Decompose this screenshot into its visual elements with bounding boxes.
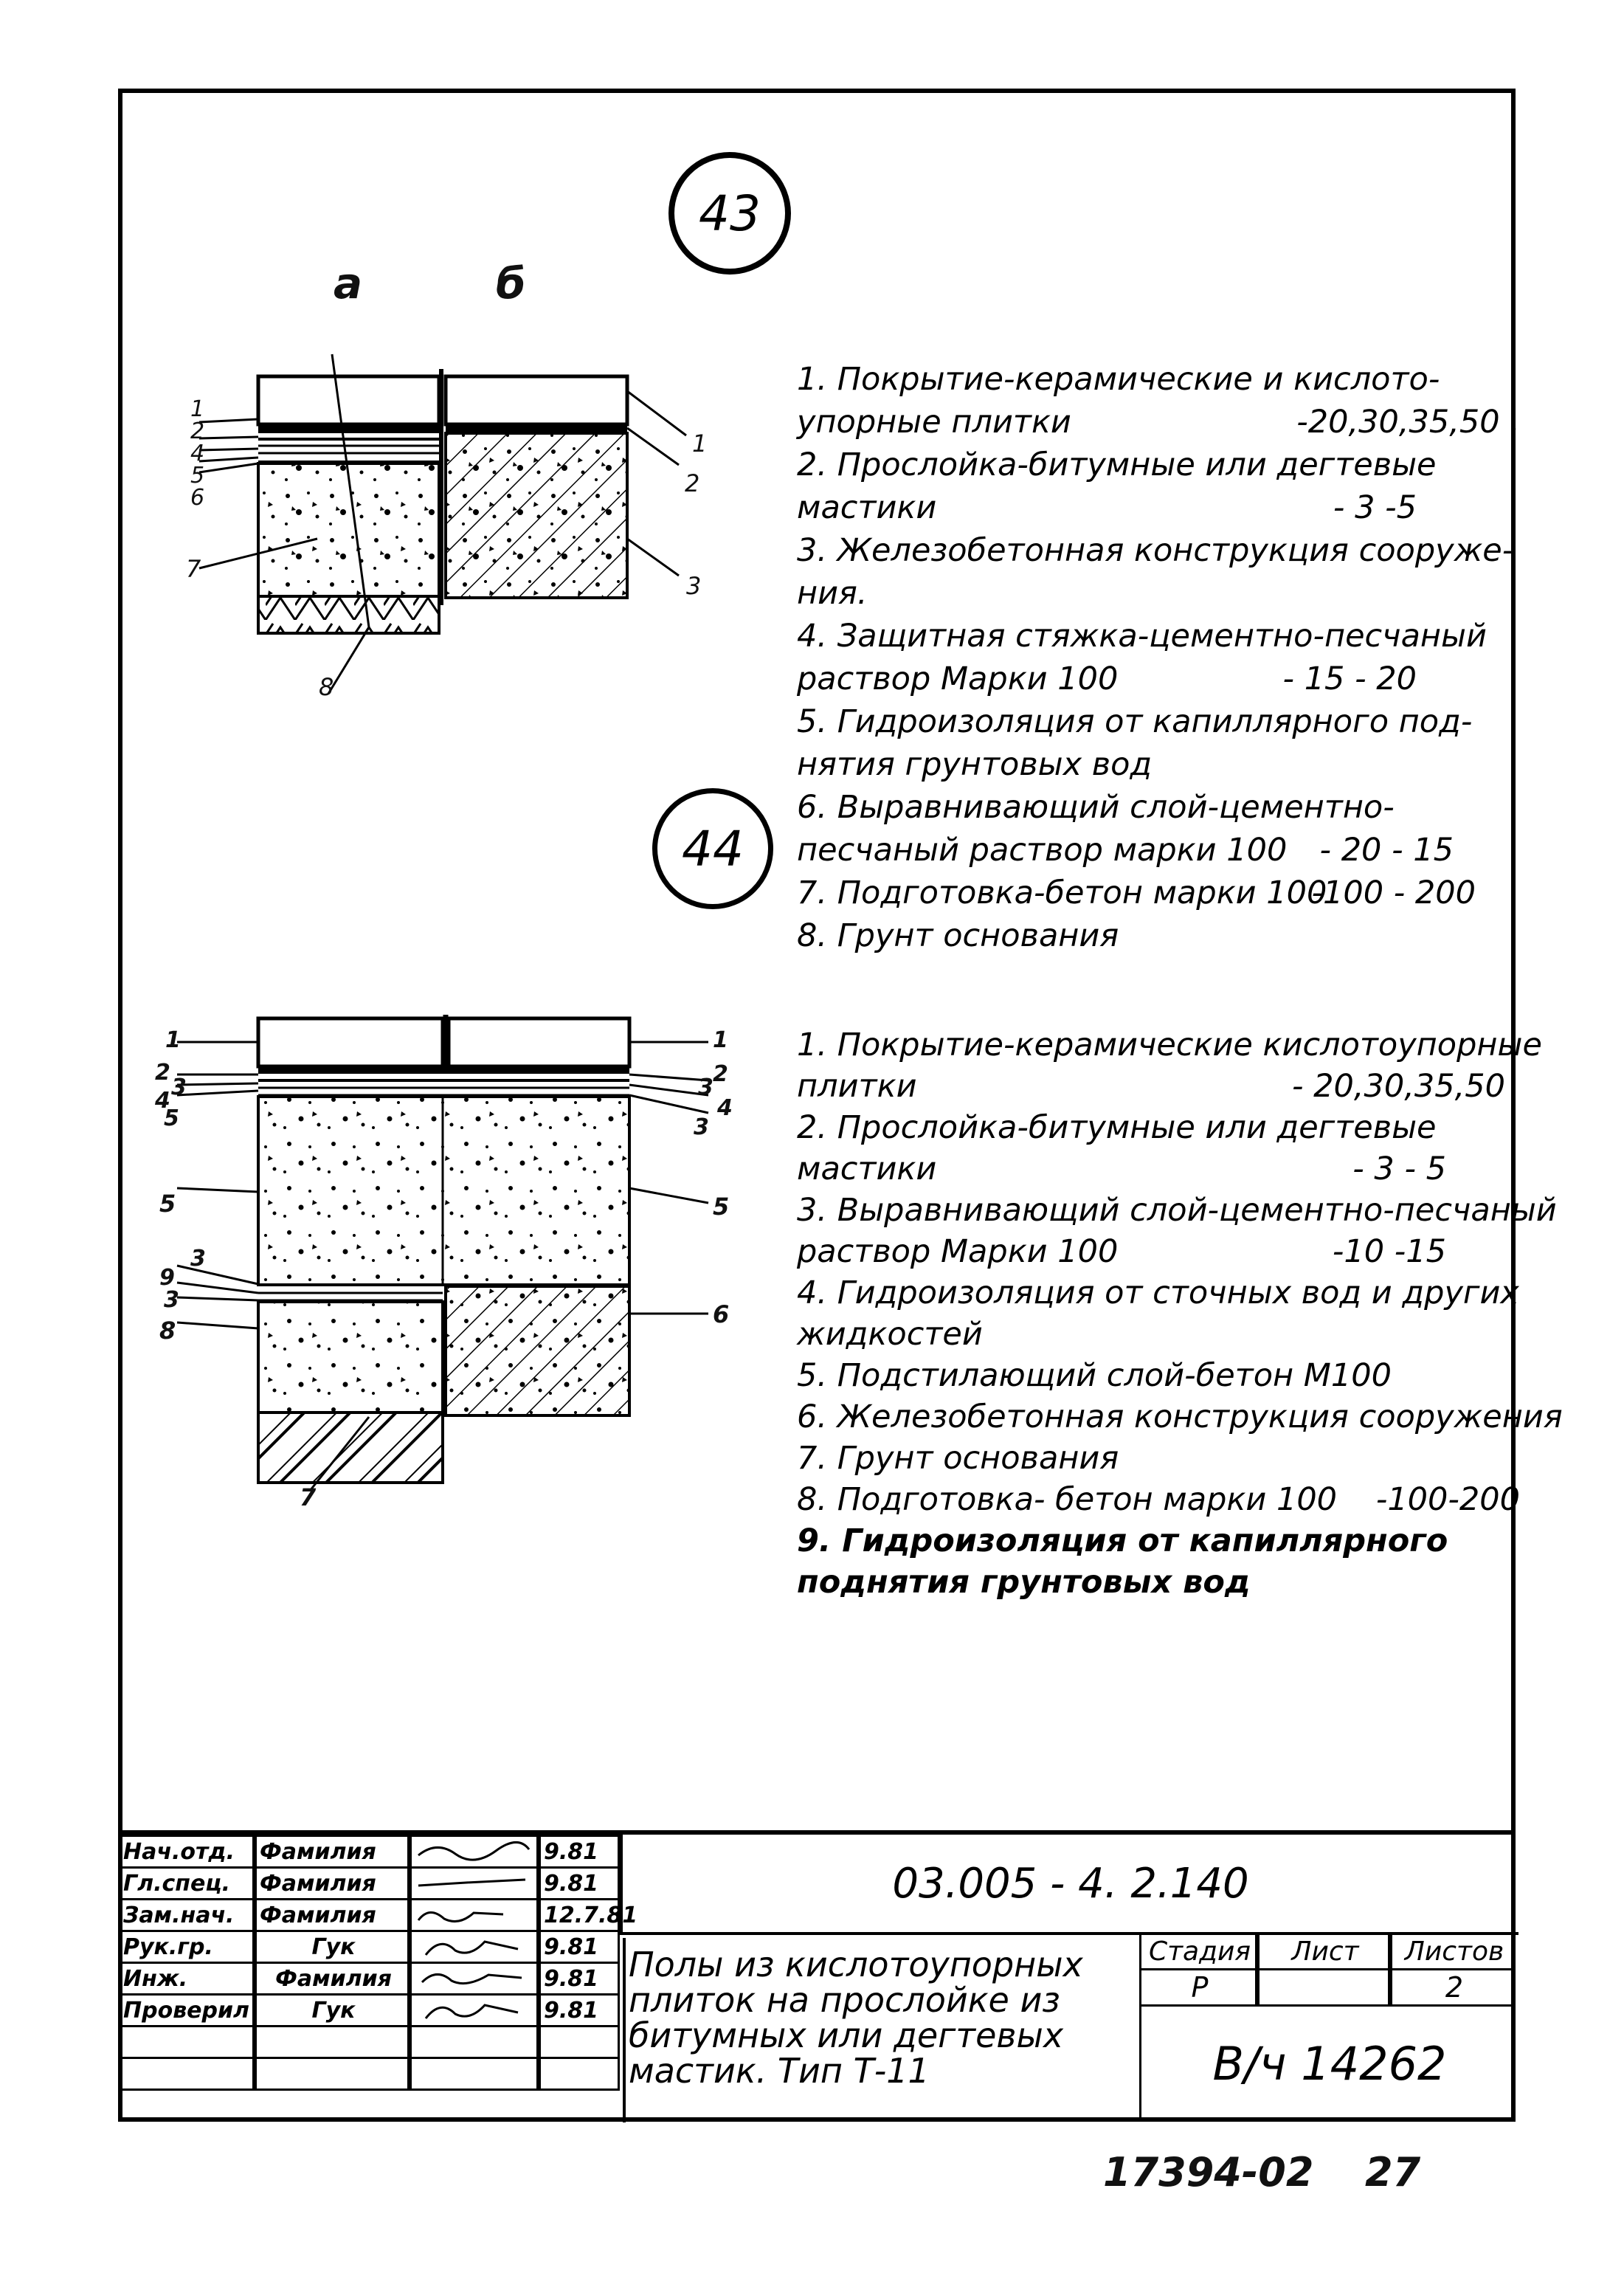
signature-cell [410, 1993, 539, 2027]
blank-cell [255, 2025, 410, 2059]
legend-43-line: 6. Выравнивающий слой-цементно- [797, 789, 1395, 826]
callout-44-right-4: 4 [717, 1095, 733, 1121]
name-cell: Фамилия [255, 1866, 410, 1900]
date-cell: 9.81 [539, 1930, 620, 1964]
sheet-label: Лист [1257, 1932, 1390, 1970]
legend-43-line: 4. Защитная стяжка-цементно-песчаный [797, 618, 1487, 655]
callout-44-right-3b: 3 [694, 1114, 709, 1140]
callout-44-left-5b: 5 [159, 1190, 176, 1218]
role-cell: Зам.нач. [118, 1898, 255, 1932]
callout-44-right-5: 5 [713, 1193, 730, 1221]
callout-44-left-3b: 3 [190, 1246, 206, 1272]
blank-cell [410, 2057, 539, 2091]
legend-44-line: 5. Подстилающий слой-бетон М100 [797, 1357, 1392, 1394]
title-block [118, 1830, 1516, 2126]
date-cell: 9.81 [539, 1866, 620, 1900]
legend-44-line: поднятия грунтовых вод [797, 1564, 1251, 1601]
signature-cell [410, 1898, 539, 1932]
sheets-value: 2 [1390, 1968, 1516, 2007]
name-cell: Фамилия [255, 1898, 410, 1932]
stage-label: Стадия [1139, 1932, 1257, 1970]
role-cell: Проверил [118, 1993, 255, 2027]
document-code: 03.005 - 4. 2.140 [620, 1835, 1518, 1935]
variant-b-label: б [496, 258, 526, 308]
legend-43 [797, 358, 1520, 957]
legend-44-line: 2. Прослойка-битумные или дегтевые [797, 1109, 1437, 1146]
signature-cell [410, 1866, 539, 1900]
legend-43-line: мастики - 3 -5 [797, 489, 1417, 526]
legend-44-line: жидкостей [797, 1316, 983, 1353]
callout-43-right-2: 2 [685, 469, 700, 497]
callout-43-left: 1 2 4 5 6 [190, 396, 205, 511]
name-cell: Фамилия [255, 1835, 410, 1869]
legend-44-line: плитки - 20,30,35,50 [797, 1068, 1505, 1105]
callout-44-left-2: 2 [155, 1060, 170, 1086]
callout-44-left-3: 3 [171, 1075, 187, 1100]
legend-44-line: 6. Железобетонная конструкция сооружения [797, 1398, 1563, 1435]
legend-44-line: 4. Гидроизоляция от сточных вод и других [797, 1275, 1519, 1311]
floor-section-44 [148, 1004, 738, 1491]
callout-44-right-1: 1 [713, 1027, 728, 1053]
legend-44 [797, 1024, 1563, 1603]
legend-43-line: 1. Покрытие-керамические и кислото- [797, 361, 1440, 398]
role-cell: Рук.гр. [118, 1930, 255, 1964]
name-cell: Фамилия [255, 1962, 410, 1996]
legend-44-line: раствор Марки 100 -10 -15 [797, 1233, 1446, 1270]
legend-44-line: 3. Выравнивающий слой-цементно-песчаный [797, 1192, 1557, 1229]
date-cell: 9.81 [539, 1835, 620, 1869]
name-cell: Гук [255, 1930, 410, 1964]
callout-44-left-4: 4 [155, 1088, 170, 1114]
legend-44-line: 9. Гидроизоляция от капиллярного [797, 1522, 1448, 1559]
date-cell: 9.81 [539, 1993, 620, 2027]
legend-43-line: 7. Подготовка-бетон марки 100 -100 - 200 [797, 875, 1476, 911]
date-cell: 12.7.81 [539, 1898, 620, 1932]
blank-cell [118, 2025, 255, 2059]
legend-44-line: 1. Покрытие-керамические кислотоупорные [797, 1027, 1542, 1063]
blank-cell [539, 2025, 620, 2059]
callout-44-right-2: 2 [713, 1061, 728, 1087]
callout-43-right-1: 1 [692, 430, 708, 458]
date-cell: 9.81 [539, 1962, 620, 1996]
legend-43-line: упорные плитки -20,30,35,50 . [797, 404, 1520, 441]
legend-43-line: 5. Гидроизоляция от капиллярного под- [797, 703, 1473, 740]
stage-value: Р [1139, 1968, 1257, 2007]
document-title: Полы из кислотоупорных плиток на прослойке из битумных или дегтевых мастик. Тип Т-11 [623, 1938, 1110, 2122]
role-cell: Инж. [118, 1962, 255, 1996]
legend-43-line: 3. Железобетонная конструкция сооруже- [797, 532, 1514, 569]
variant-a-label: а [334, 258, 363, 308]
blank-cell [118, 2057, 255, 2091]
callout-44-left-3c: 3 [164, 1287, 179, 1313]
blank-cell [410, 2025, 539, 2059]
callout-44-left-9: 9 [159, 1265, 175, 1291]
legend-43-line: ния. [797, 575, 868, 612]
legend-43-line: нятия грунтовых вод [797, 746, 1153, 783]
callout-44-right-6: 6 [713, 1300, 730, 1328]
sheet-value [1257, 1968, 1390, 2007]
blank-cell [255, 2057, 410, 2091]
section-marker-44: 44 [652, 788, 773, 909]
legend-44-line: 8. Подготовка- бетон марки 100 -100-200 [797, 1481, 1520, 1518]
callout-43-8: 8 [319, 673, 334, 701]
organization: В/ч 14262 [1139, 2007, 1518, 2121]
callout-44-left-8: 8 [159, 1317, 176, 1345]
legend-43-line: 2. Прослойка-битумные или дегтевые [797, 446, 1437, 483]
callout-44-left-1: 1 [165, 1027, 181, 1053]
callout-43-right-3: 3 [686, 572, 702, 600]
signature-cell [410, 1930, 539, 1964]
legend-43-line: песчаный раствор марки 100 - 20 - 15 [797, 832, 1454, 869]
callout-44-right-3: 3 [698, 1075, 713, 1100]
signature-cell [410, 1962, 539, 1996]
blank-cell [539, 2057, 620, 2091]
role-cell: Гл.спец. [118, 1866, 255, 1900]
floor-section-43 [148, 354, 797, 723]
legend-44-line: мастики - 3 - 5 [797, 1151, 1446, 1187]
callout-43-7: 7 [186, 555, 201, 583]
legend-43-line: 8. Грунт основания [797, 917, 1119, 954]
name-cell: Гук [255, 1993, 410, 2027]
legend-43-line: раствор Марки 100 - 15 - 20 [797, 660, 1417, 697]
section-marker-43: 43 [668, 152, 791, 275]
archive-number: 17394-02 [1103, 2149, 1314, 2196]
callout-44-left-5: 5 [164, 1106, 179, 1131]
role-cell: Нач.отд. [118, 1835, 255, 1869]
page-number: 27 [1365, 2149, 1421, 2196]
callout-44-left-7: 7 [300, 1483, 317, 1511]
signature-cell [410, 1835, 539, 1869]
sheets-label: Листов [1390, 1932, 1516, 1970]
legend-44-line: 7. Грунт основания [797, 1440, 1119, 1477]
